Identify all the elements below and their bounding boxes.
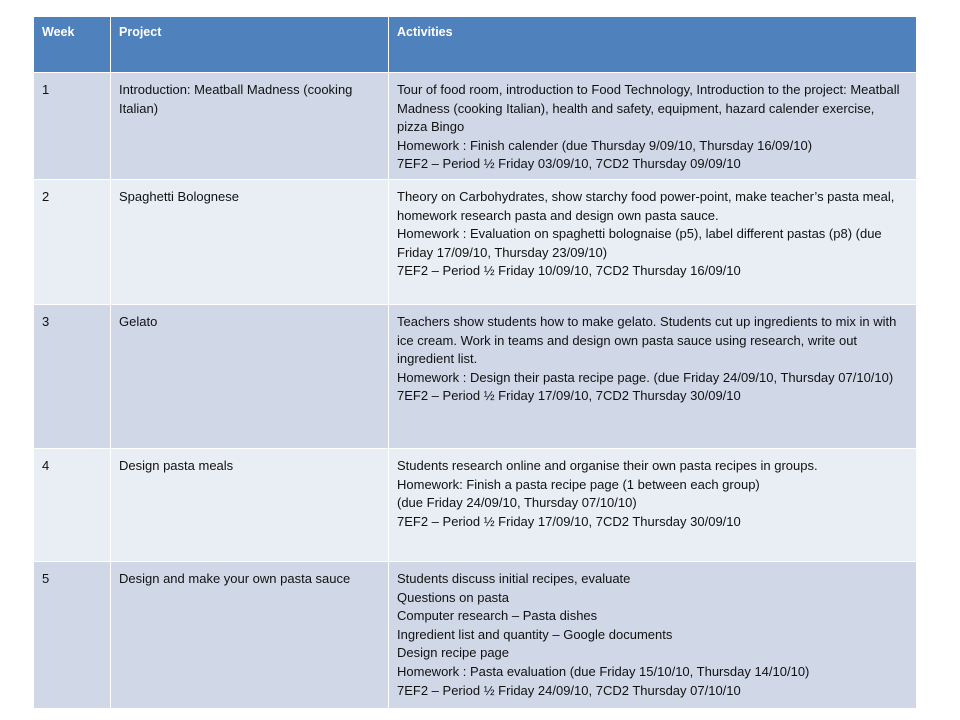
table-row [34,73,917,180]
week-cell: 4 [34,449,111,562]
project-cell: Introduction: Meatball Madness (cooking Italian) [111,73,389,180]
table-row [34,180,917,305]
activities-cell [389,305,917,449]
activities-cell [389,180,917,305]
activity-line: Homework : Design their pasta recipe page. (due Friday 24/09/10, Thursday 07/10/10) [397,369,894,385]
table-row [34,562,917,709]
activities-cell [389,73,917,180]
project-cell: Spaghetti Bolognese [111,180,389,305]
activities-cell [389,562,917,709]
activity-line: Theory on Carbohydrates, show starchy food power-point, make teacher’s pasta meal, homework research pasta and design own pasta sauce. [397,189,895,223]
table-row [34,305,917,449]
activity-line: Questions on pasta [397,589,510,605]
activity-line: Computer research – Pasta dishes [397,608,598,624]
activity-line: Ingredient list and quantity – Google documents [397,626,673,642]
activity-line: Students research online and organise their own pasta recipes in groups. [397,458,818,473]
activity-line: Homework : Finish calender (due Thursday 9/09/10, Thursday 16/09/10) [397,137,813,153]
week-cell: 3 [34,305,111,449]
project-cell: Gelato [111,305,389,449]
week-cell: 5 [34,562,111,709]
activity-line: Homework: Finish a pasta recipe page (1 between each group) [397,476,760,492]
activities-cell [389,449,917,562]
activity-line: Homework : Evaluation on spaghetti bolognaise (p5), label different pastas (p8) (due Friday 17/09/10, Thursday 23/09/10) [397,226,882,260]
header-week: Week [34,17,111,73]
activity-line: Teachers show students how to make gelato. Students cut up ingredients to mix in with ice cream. Work in teams and design own pasta sauce using research, write out ingredient list. [397,314,897,367]
activity-line: Homework : Pasta evaluation (due Friday 15/10/10, Thursday 14/10/10) [397,663,810,679]
activity-line: 7EF2 – Period ½ Friday 17/09/10, 7CD2 Thursday 30/09/10 [397,388,741,404]
header-project: Project [111,17,389,73]
week-cell: 2 [34,180,111,305]
table-row [34,449,917,562]
activity-line: Students discuss initial recipes, evaluate [397,571,631,586]
activity-line: 7EF2 – Period ½ Friday 03/09/10, 7CD2 Thursday 09/09/10 [397,156,741,172]
activity-line: (due Friday 24/09/10, Thursday 07/10/10) [397,495,637,511]
header-row [34,17,917,73]
project-cell: Design and make your own pasta sauce [111,562,389,709]
schedule-table [33,16,917,709]
activity-line: 7EF2 – Period ½ Friday 10/09/10, 7CD2 Thursday 16/09/10 [397,263,741,279]
week-cell: 1 [34,73,111,180]
activity-line: Tour of food room, introduction to Food Technology, Introduction to the project: Meatball Madness (cooking Italian), health and safety, equipment, hazard calender exercise, pizza Bingo [397,82,900,135]
activity-line: 7EF2 – Period ½ Friday 24/09/10, 7CD2 Thursday 07/10/10 [397,682,741,698]
activity-line: Design recipe page [397,645,510,661]
header-activities: Activities [389,17,917,73]
project-cell: Design pasta meals [111,449,389,562]
activity-line: 7EF2 – Period ½ Friday 17/09/10, 7CD2 Thursday 30/09/10 [397,513,741,529]
